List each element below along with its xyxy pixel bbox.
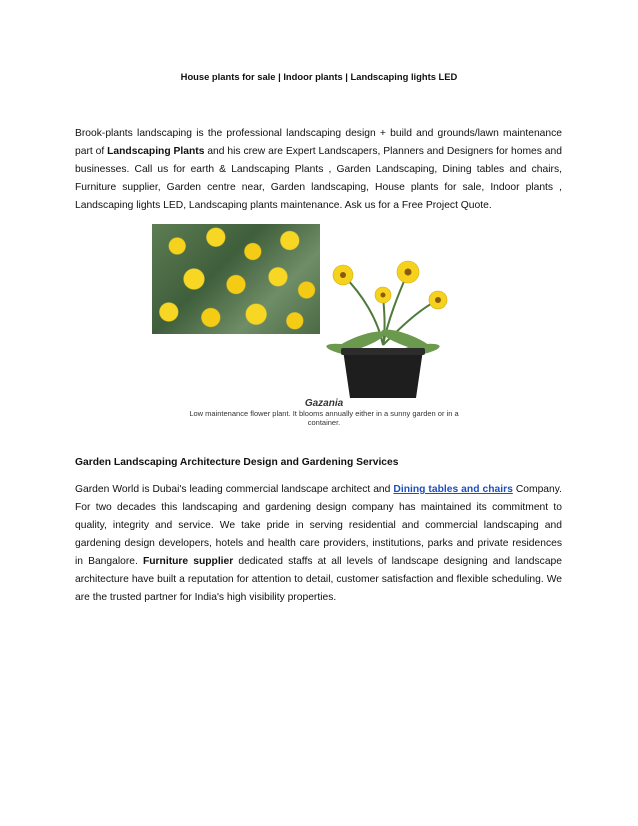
figure-caption [174,398,474,427]
intro-bold-landscaping-plants: Landscaping Plants [107,146,205,157]
potted-plant-photo [288,250,478,400]
intro-text-2: and his crew are Expert Landscapers, Planners and Designers for homes and businesses. Call us for earth & Landscaping Plants , Garden Landscaping, Dining tables and chairs, Furniture supplier, Garden centre near, Garden landscaping, House plants for sale, Indoor plants , Landscaping lights LED, Landscaping plants maintenance. Ask us for a Free Project Quote. [75,146,562,211]
body-bold-furniture-supplier: Furniture supplier [142,556,234,567]
body-paragraph [75,481,562,607]
section-heading: Garden Landscaping Architecture Design and Gardening Services [75,457,399,468]
body-text-3: dedicated staffs at all levels of landscape designing and landscape architecture have built a reputation for attention to detail, customer satisfaction and flexible scheduling. We are the trusted partner for India's high visibility properties. [75,556,562,603]
body-text-1: Garden World is Dubai's leading commercial landscape architect and [75,484,394,495]
page-title: House plants for sale | Indoor plants | Landscaping lights LED [180,71,458,82]
gazania-figure [148,220,488,435]
body-text-2: Company. For two decades this landscaping and gardening design company has maintained its commitment to quality, integrity and service. We take pride in serving residential and commercial landscaping and gardening design developers, hotels and health care providers, institutions, parks and private residences in Bangalore. [75,484,562,567]
intro-paragraph [75,125,562,215]
dining-tables-link[interactable]: Dining tables and chairs [393,484,513,495]
plant-description: Low maintenance flower plant. It blooms annually either in a sunny garden or in a container. [189,409,459,427]
intro-text-1: Brook-plants landscaping is the professional landscaping design + build and grounds/lawn maintenance part of [75,128,562,157]
plant-name: Gazania [304,398,344,409]
